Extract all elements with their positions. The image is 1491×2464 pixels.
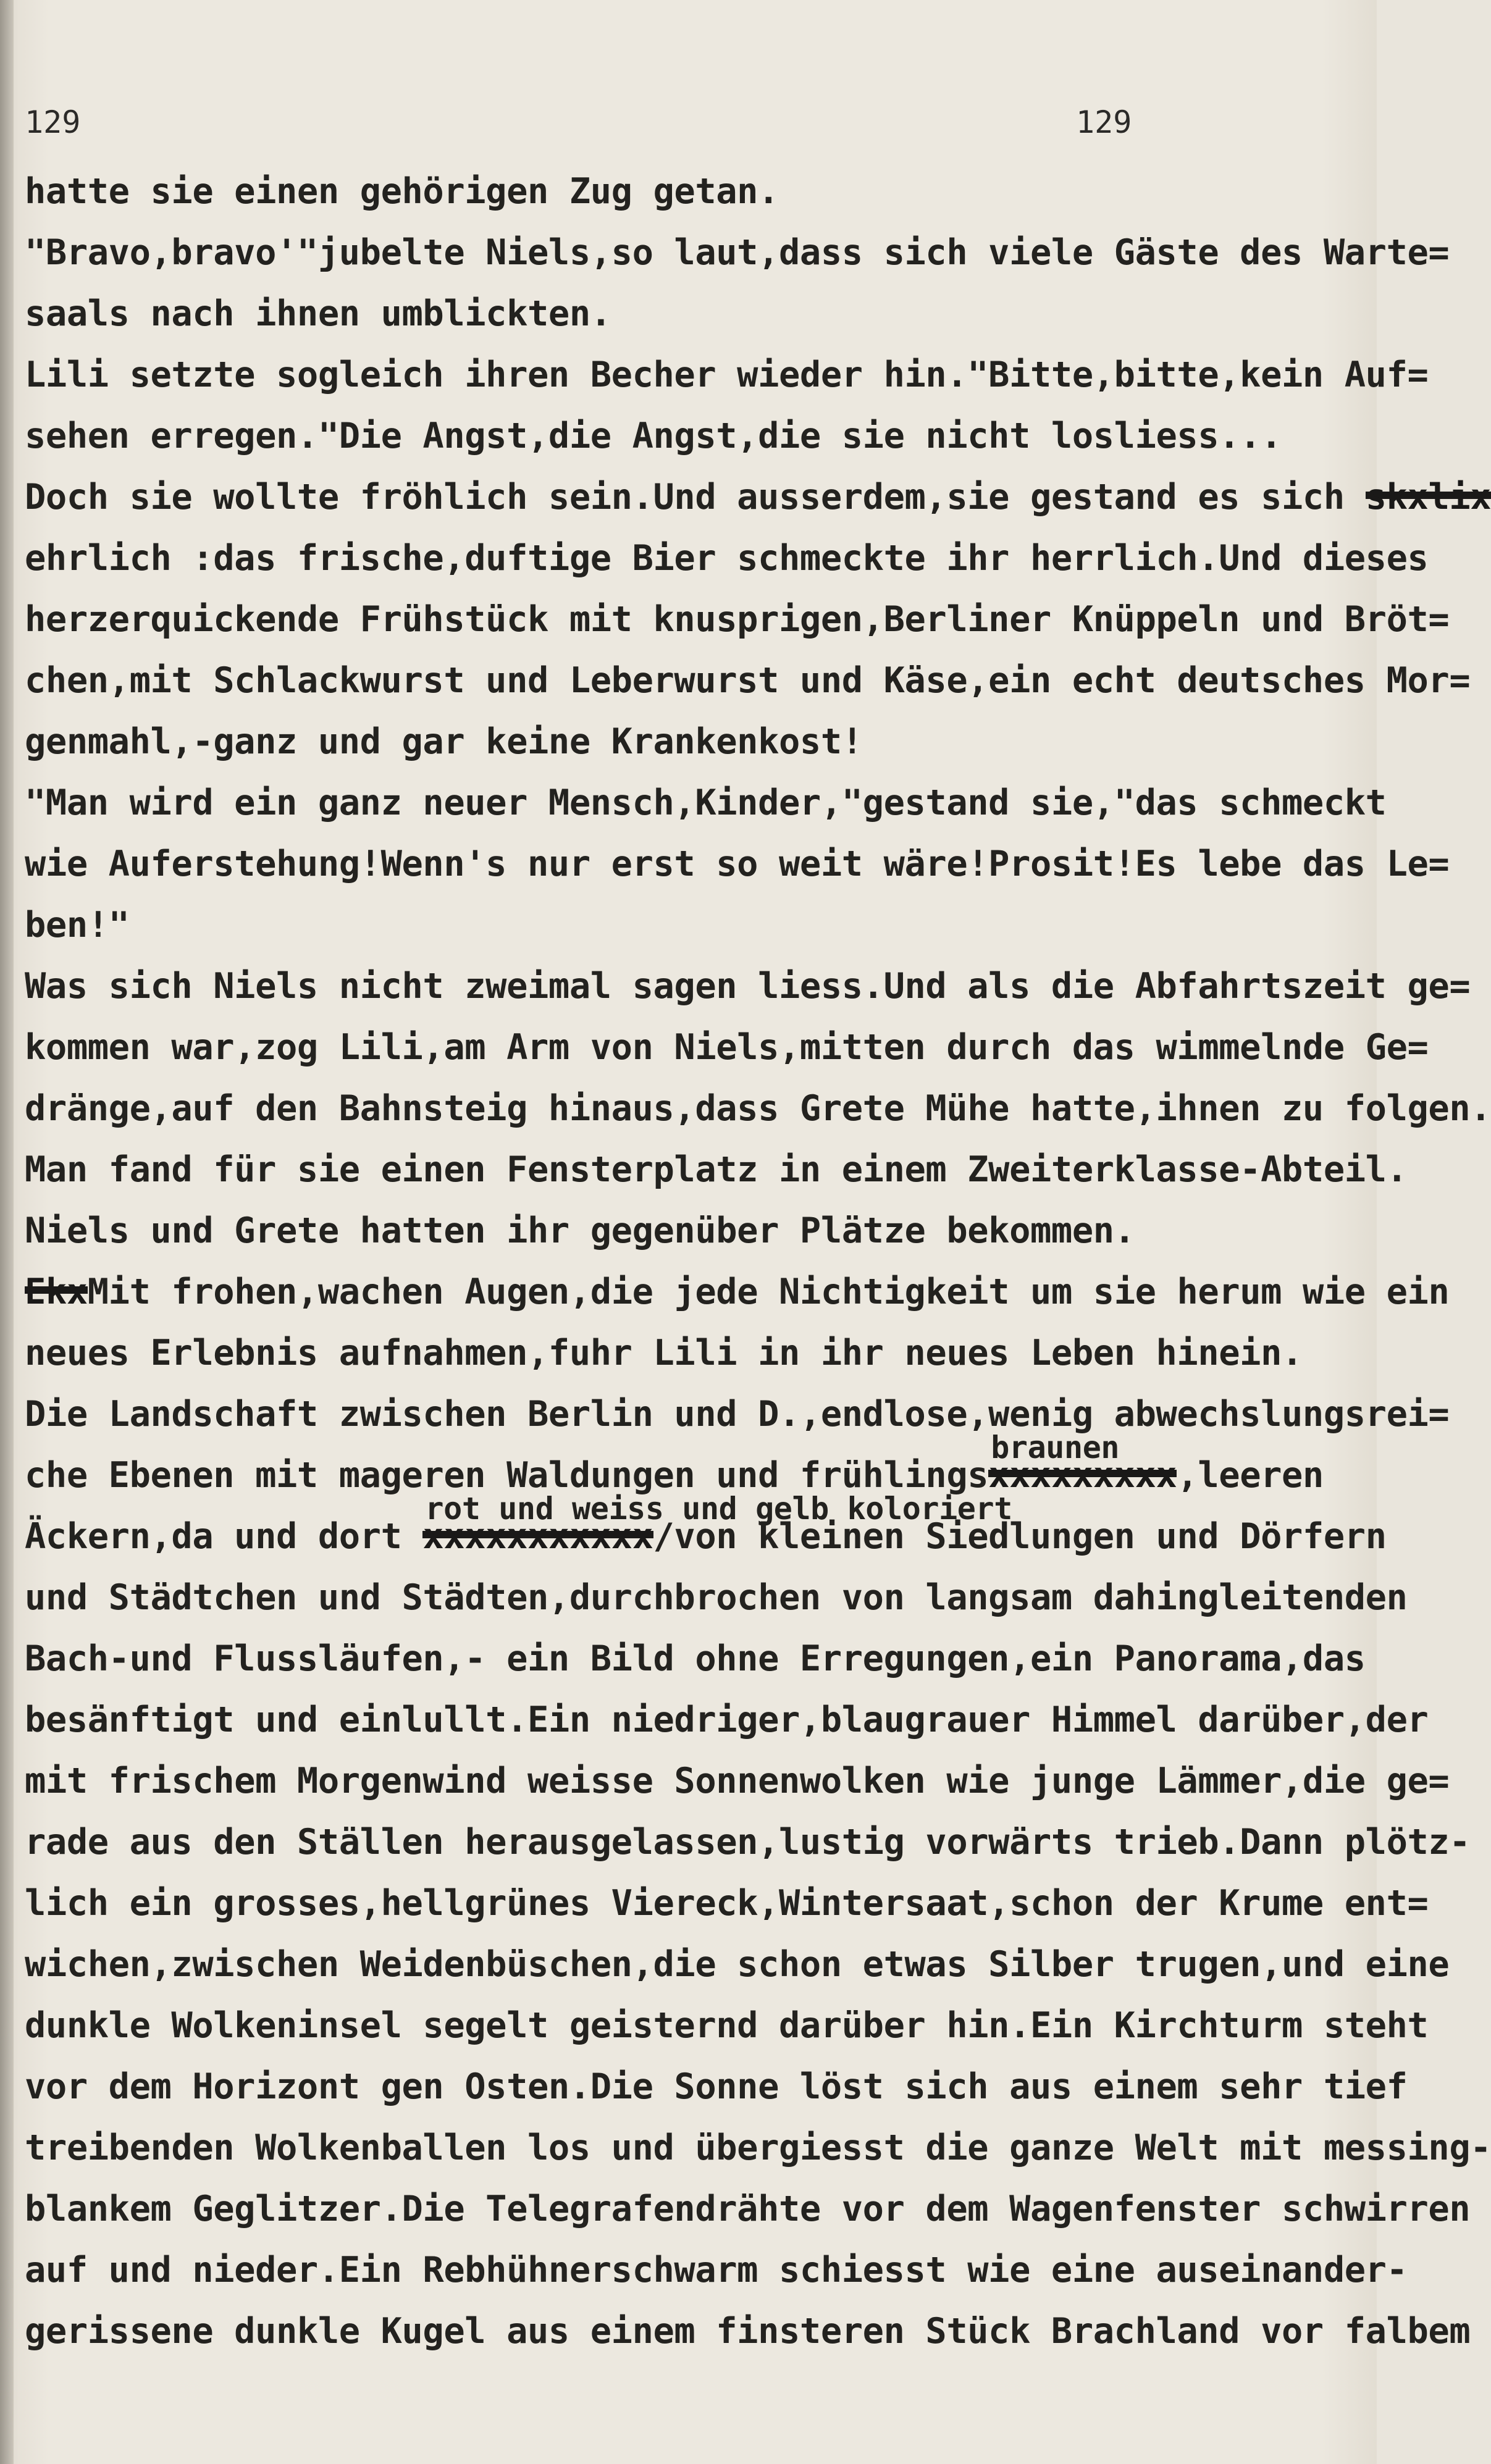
interlinear-insertion: rot und weiss und gelb koloriert — [425, 1491, 1012, 1527]
text-line — [25, 1025, 1429, 1086]
line-text: und Städtchen und Städten,durchbrochen von langsam dahingleitenden — [25, 1577, 1408, 1618]
line-text: treibenden Wolkenballen los und übergiesst die ganze Welt mit messing- — [25, 2127, 1491, 2168]
text-line — [25, 1881, 1429, 1942]
line-text: genmahl,-ganz und gar keine Krankenkost! — [25, 721, 863, 762]
text-line — [25, 597, 1450, 658]
overtyped-correction — [988, 1430, 1177, 1498]
line-text: herzerquickende Frühstück mit knusprigen,Berliner Knüppeln und Bröt= — [25, 599, 1450, 640]
line-text: gerissene dunkle Kugel aus einem finsteren Stück Brachland vor falbem — [25, 2311, 1471, 2352]
interlinear-insertion: braunen — [991, 1430, 1120, 1465]
text-line — [25, 291, 1365, 353]
line-text: dunkle Wolkeninsel segelt geisternd darüber hin.Ein Kirchturm steht — [25, 2005, 1429, 2046]
line-text: "Man wird ein ganz neuer Mensch,Kinder,"gestand sie,"das schmeckt — [25, 782, 1387, 823]
line-text: Was sich Niels nicht zweimal sagen liess.Und als die Abfahrtszeit ge= — [25, 966, 1471, 1007]
line-text: wichen,zwischen Weidenbüschen,die schon etwas Silber trugen,und eine — [25, 1944, 1450, 1985]
overtyped-correction — [422, 1491, 1012, 1559]
text-line — [25, 719, 1365, 781]
line-text: chen,mit Schlackwurst und Leberwurst und Käse,ein echt deutsches Mor= — [25, 660, 1471, 701]
text-line — [25, 1209, 1365, 1270]
line-text: Äckern,da und dort — [25, 1516, 423, 1557]
text-line — [25, 475, 1491, 536]
line-text: "Bravo,bravo'"jubelte Niels,so laut,dass sich viele Gäste des Warte= — [25, 232, 1450, 273]
line-text: ben!" — [25, 905, 130, 945]
text-line — [25, 2003, 1429, 2064]
line-text: blankem Geglitzer.Die Telegrafendrähte vor dem Wagenfenster schwirren — [25, 2189, 1471, 2229]
line-text: neues Erlebnis aufnahmen,fuhr Lili in ihr neues Leben hinein. — [25, 1333, 1303, 1373]
page-edge-shadow — [0, 0, 14, 2464]
text-line — [25, 230, 1450, 291]
text-line — [25, 2064, 1408, 2126]
line-text: wie Auferstehung!Wenn's nur erst so weit wäre!Prosit!Es lebe das Le= — [25, 844, 1450, 884]
text-line — [25, 1942, 1450, 2003]
line-text: lich ein grosses,hellgrünes Viereck,Wintersaat,schon der Krume ent= — [25, 1883, 1429, 1924]
text-line — [25, 1636, 1365, 1698]
text-line — [25, 2187, 1471, 2248]
text-line — [25, 536, 1429, 597]
text-line — [25, 414, 1365, 475]
text-line — [25, 1575, 1408, 1636]
line-text: Mit frohen,wachen Augen,die jede Nichtigkeit um sie herum wie ein — [87, 1272, 1450, 1312]
line-text: Lili setzte sogleich ihren Becher wieder hin."Bitte,bitte,kein Auf= — [25, 354, 1429, 395]
text-line — [25, 1491, 1387, 1575]
typed-body-text — [25, 169, 1491, 2370]
text-line — [25, 169, 1365, 230]
text-line — [25, 353, 1429, 414]
struck-out-text: xxxxxxxxx — [988, 1455, 1177, 1496]
line-text: besänftigt und einlullt.Ein niedriger,blaugrauer Himmel darüber,der — [25, 1699, 1429, 1740]
text-line — [25, 2309, 1471, 2370]
page-number-right: 129 — [1076, 104, 1132, 140]
text-line — [25, 658, 1471, 719]
text-line — [25, 2248, 1408, 2309]
line-text: rade aus den Ställen herausgelassen,lustig vorwärts trieb.Dann plötz- — [25, 1822, 1471, 1863]
line-text: dränge,auf den Bahnsteig hinaus,dass Grete Mühe hatte,ihnen zu folgen. — [25, 1088, 1491, 1129]
text-line — [25, 1147, 1408, 1209]
text-line — [25, 781, 1387, 842]
text-line — [25, 1759, 1450, 1820]
struck-out-text: skxlix — [1365, 477, 1491, 518]
text-line — [25, 1820, 1471, 1881]
text-line — [25, 964, 1471, 1025]
struck-out-text: xxxxxxxxxxx — [422, 1516, 653, 1557]
line-text: che Ebenen mit mageren Waldungen und frühlings — [25, 1455, 989, 1496]
text-line — [25, 1698, 1429, 1759]
line-text: mit frischem Morgenwind weisse Sonnenwolken wie junge Lämmer,die ge= — [25, 1761, 1450, 1801]
line-text: Man fand für sie einen Fensterplatz in einem Zweiterklasse-Abteil. — [25, 1149, 1408, 1190]
text-line — [25, 1331, 1365, 1392]
line-text: auf und nieder.Ein Rebhühnerschwarm schiesst wie eine auseinander- — [25, 2250, 1408, 2290]
text-line — [25, 1086, 1491, 1147]
line-text: saals nach ihnen umblickten. — [25, 293, 611, 334]
line-text: kommen war,zog Lili,am Arm von Niels,mitten durch das wimmelnde Ge= — [25, 1027, 1429, 1068]
line-text: ,leeren — [1177, 1455, 1324, 1496]
line-text: sehen erregen."Die Angst,die Angst,die sie nicht losliess... — [25, 416, 1282, 456]
line-text: Doch sie wollte fröhlich sein.Und ausserdem,sie gestand es sich — [25, 477, 1366, 518]
line-text: vor dem Horizont gen Osten.Die Sonne löst sich aus einem sehr tief — [25, 2066, 1408, 2107]
page-number-left: 129 — [25, 104, 81, 140]
line-text: Die Landschaft zwischen Berlin und D.,endlose,wenig abwechslungsrei= — [25, 1394, 1450, 1435]
line-text: Niels und Grete hatten ihr gegenüber Plätze bekommen. — [25, 1210, 1135, 1251]
line-text: /von kleinen Siedlungen und Dörfern — [653, 1516, 1387, 1557]
text-line — [25, 1270, 1450, 1331]
text-line — [25, 842, 1450, 903]
text-line — [25, 1392, 1450, 1453]
text-line — [25, 2126, 1491, 2187]
line-text: hatte sie einen gehörigen Zug getan. — [25, 171, 779, 212]
line-text: Bach-und Flussläufen,- ein Bild ohne Erregungen,ein Panorama,das — [25, 1638, 1366, 1679]
text-line — [25, 903, 1365, 964]
line-text: ehrlich :das frische,duftige Bier schmeckte ihr herrlich.Und dieses — [25, 538, 1429, 579]
struck-out-text: Ekx — [25, 1272, 88, 1312]
